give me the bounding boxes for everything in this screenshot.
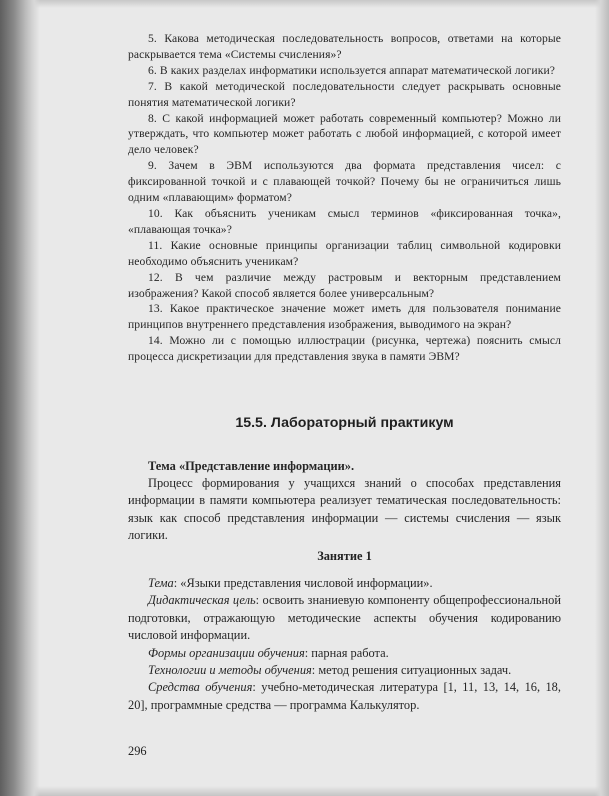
question-item: 10. Как объяснить ученикам смысл терминов «фиксированная точка», «плавающая точка»? [128, 206, 561, 236]
topic-heading: Тема «Представление информации». [148, 459, 355, 473]
lesson-forms-line [128, 645, 561, 662]
page-number: 296 [128, 744, 147, 758]
lesson-line-text: : учебно-методическая литература [1, 11, 13, 14, 16, 18, 20], программные средства — программа Калькулятор. [128, 680, 561, 712]
question-item: 12. В чем различие между растровым и векторным представлением изображения? Какой способ является более универсальным? [128, 270, 561, 300]
question-item: 5. Какова методическая последовательность вопросов, ответами на которые раскрывается тема «Системы счисления»? [128, 32, 561, 61]
question-item: 13. Какое практическое значение может иметь для пользователя понимание принципов внутреннего представления изображения, выводимого на экран? [128, 302, 561, 332]
lesson-line-label: Тема [148, 576, 174, 590]
question-item: 11. Какие основные принципы организации таблиц символьной кодировки необходимо объяснить ученикам? [128, 238, 561, 268]
lesson-topic-line [128, 575, 561, 592]
question-item: 7. В какой методической последовательности следует раскрывать основные понятия математической логики? [128, 79, 561, 109]
question-item: 8. С какой информацией может работать современный компьютер? Можно ли утверждать, что компьютер может работать с любой информацией, с которой имеет дело человек? [128, 111, 561, 157]
lesson-line-label: Технологии и методы обучения [148, 663, 312, 678]
question-item: 9. Зачем в ЭВМ используются два формата представления чисел: с фиксированной точкой и с плавающей точкой? Почему бы не ограничиться лишь одним «плавающим» форматом? [128, 159, 561, 205]
topic-section [128, 458, 561, 545]
review-questions [128, 31, 561, 365]
lesson-title: Занятие 1 [317, 549, 372, 563]
question-item: 6. В каких разделах информатики используется аппарат математической логики? [148, 63, 556, 77]
lesson-line-label: Средства обучения [148, 680, 253, 695]
lesson-details [128, 575, 561, 714]
lesson-line-text: : метод решения ситуационных задач. [311, 663, 512, 678]
question-item: 14. Можно ли с помощью иллюстрации (рисунка, чертежа) пояснить смысл процесса дискретизации для представления звука в памяти ЭВМ? [128, 334, 561, 364]
lesson-line-text: : «Языки представления числовой информации». [173, 576, 433, 590]
topic-paragraph: Процесс формирования у учащихся знаний о способах представления информации в памяти компьютера реализует тематическая последовательность: язык как способ представления информации — системы счисления — язык логики. [128, 476, 561, 543]
lesson-means-line [128, 679, 561, 714]
section-title: 15.5. Лабораторный практикум [235, 415, 454, 431]
lesson-goal-line [128, 592, 561, 644]
lesson-line-label: Формы организации обучения [148, 645, 305, 660]
lesson-line-text: : освоить знаниевую компоненту общепрофессиональной подготовки, отражающую методические аспекты обучения кодированию числовой информации. [128, 593, 562, 643]
lesson-line-text: : парная работа. [304, 645, 389, 660]
lesson-methods-line [128, 662, 561, 679]
lesson-line-label: Дидактическая цель [148, 593, 256, 608]
